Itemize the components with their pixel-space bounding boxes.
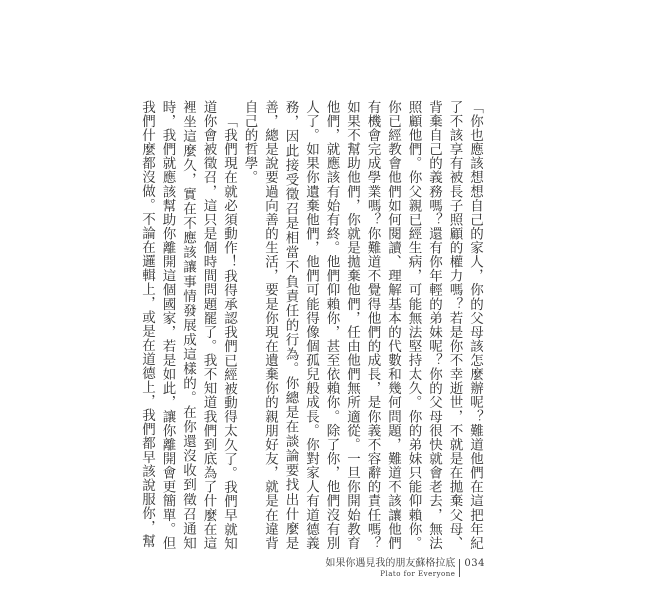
vertical-body-text	[139, 100, 485, 550]
footer-divider	[459, 559, 460, 577]
paragraph-2: 「我們現在就必須動作！我得承認我們已經被動得太久了。我們早就知道你會被徵召，這只是個時間問題罷了。我不知道我們到底為了什麼在這裡坐這麼久，實在不應該讓事情發展成這樣的。在你還沒收到徵召通知時，我們就應該幫助你離開這個國家，若是如此，讓你離開會更簡單。但我們什麼都沒做。不論在邏輯上，或是在道德上，我們都早該說服你，幫	[139, 100, 237, 550]
page-number: 034	[464, 558, 485, 569]
page-footer	[325, 558, 485, 579]
book-subtitle: Plato for Everyone	[380, 570, 456, 578]
running-title	[325, 558, 455, 579]
book-title: 如果你遇見我的朋友蘇格拉底	[325, 558, 456, 569]
paragraph-1: 「你也應該想想自己的家人，你的父母該怎麼辦呢？難道他們在這把年紀了不該享有被長子照顧的權力嗎？若是你不幸逝世，不就是在拋棄父母、背棄自己的義務嗎？還有你年輕的弟妹呢？你的父母很快就會老去，無法照顧他們。你父親已經生病，可能無法堅持太久。你的弟妹只能仰賴你。你已經教會他們如何閱讀、理解基本的代數和幾何問題，難道不該讓他們有機會完成學業嗎？你難道不覺得他們的成長，是你義不容辭的責任嗎？如果不幫助他們，你就是拋棄他們，任由他們無所適從。一旦你開始教育他們，就應該有始有終。他們仰賴你，甚至依賴你。除了你，他們沒有別人了。如果你遺棄他們，他們可能得像個孤兒般成長。你對家人有道德義務，因此接受徵召是相當不負責任的行為。你總是在談論要找出什麼是善，總是說要過向善的生活，要是你現在遺棄你的親朋好友，就是在違背自己的哲學。	[241, 100, 483, 550]
